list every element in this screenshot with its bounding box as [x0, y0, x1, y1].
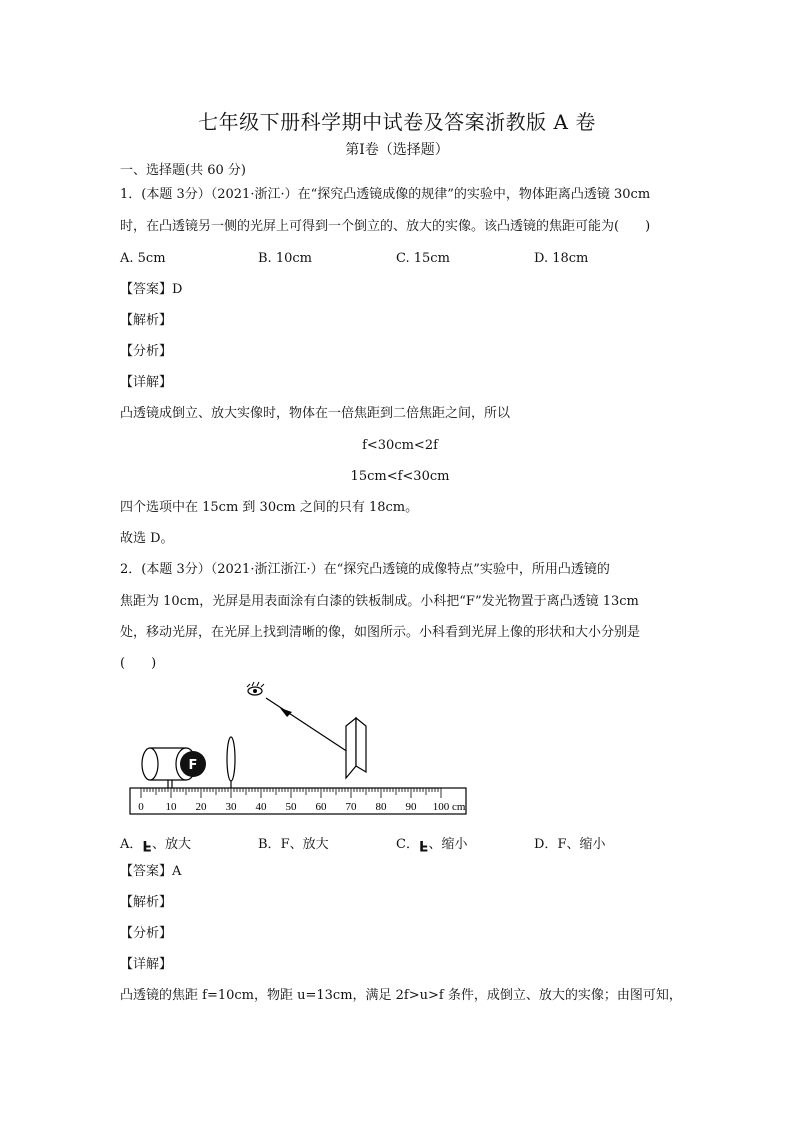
q2-option-b: B．F、放大	[258, 837, 329, 852]
q2-option-c: C．F、缩小	[396, 837, 468, 853]
q1-explain-line1: 凸透镜成倒立、放大实像时，物体在一倍焦距到二倍焦距之间，所以	[120, 406, 511, 421]
q2-option-d-glyph: F	[557, 837, 567, 852]
document-subtitle: 第Ⅰ卷（选择题）	[345, 142, 449, 158]
q2-stem-line3: 处，移动光屏，在光屏上找到清晰的像，如图所示。小科看到光屏上像的形状和大小分别是	[120, 625, 641, 640]
q2-jiexi-label: 【解析】	[120, 895, 173, 910]
q1-option-c: C. 15cm	[396, 251, 450, 266]
q1-explain-line2: 四个选项中在 15cm 到 30cm 之间的只有 18cm。	[120, 500, 419, 515]
q1-conclusion: 故选 D。	[120, 531, 174, 546]
q1-xiangjie-label: 【详解】	[120, 375, 173, 390]
light-ray-arrow	[266, 698, 348, 752]
q2-stem-line2: 焦距为 10cm，光屏是用表面涂有白漆的铁板制成。小科把“F”发光物置于离凸透镜 13cm	[120, 594, 639, 609]
q2-stem-line4: ( )	[120, 656, 157, 671]
ruler-label: 80	[375, 801, 387, 813]
ruler-label: 60	[315, 801, 327, 813]
q2-answer: 【答案】A	[120, 864, 182, 879]
ruler-label: 50	[285, 801, 297, 813]
q2-xiangjie-label: 【详解】	[120, 957, 173, 972]
ruler-label: 20	[195, 801, 207, 813]
ruler-label: 70	[345, 801, 357, 813]
q2-stem-line1: 2．(本题 3分）（2021·浙江浙江·）在“探究凸透镜的成像特点”实验中，所用凸透镜的	[120, 562, 610, 577]
optical-bench-figure	[120, 676, 480, 820]
q2-option-b-glyph: F	[280, 837, 290, 852]
q1-stem-line2: 时，在凸透镜另一侧的光屏上可得到一个倒立的、放大的实像。该凸透镜的焦距可能为( )	[120, 219, 651, 234]
convex-lens	[227, 737, 235, 788]
q2-option-a: A．F、放大	[120, 837, 191, 853]
ruler-label: 90	[405, 801, 417, 813]
q2-option-d: D．F、缩小	[534, 837, 606, 852]
q1-stem-line1: 1．(本题 3分）（2021·浙江·）在“探究凸透镜成像的规律”的实验中，物体距离凸透镜 30cm	[120, 187, 651, 202]
ruler-unit: cm	[452, 801, 466, 813]
q1-equation-2: 15cm<f<30cm	[350, 469, 450, 484]
q1-jiexi-label: 【解析】	[120, 313, 173, 328]
q2-option-c-glyph: F	[418, 837, 429, 853]
eye-icon	[247, 682, 264, 695]
q1-equation-1: f<30cm<2f	[362, 438, 438, 453]
q1-fenxi-label: 【分析】	[120, 344, 173, 359]
object-letter: F	[188, 758, 198, 773]
section-heading: 一、选择题(共 60 分)	[120, 163, 246, 178]
q2-explain-line1: 凸透镜的焦距 f=10cm，物距 u=13cm，满足 2f>u>f 条件，成倒立、放大的实像；由图可知，	[120, 988, 682, 1003]
light-screen	[346, 718, 366, 778]
q2-option-a-glyph: F	[142, 837, 152, 853]
ruler-label: 10	[165, 801, 177, 813]
q1-option-b: B. 10cm	[258, 251, 312, 266]
document-title: 七年级下册科学期中试卷及答案浙教版 A 卷	[198, 110, 596, 134]
ruler-label: 40	[255, 801, 267, 813]
q2-fenxi-label: 【分析】	[120, 926, 173, 941]
q1-option-d: D. 18cm	[534, 251, 589, 266]
light-source	[142, 748, 206, 792]
q1-answer: 【答案】D	[120, 282, 183, 297]
ruler-label: 100	[432, 801, 450, 813]
ruler	[130, 788, 466, 814]
q1-option-a: A. 5cm	[120, 251, 166, 266]
ruler-label: 30	[225, 801, 237, 813]
ruler-label: 0	[138, 801, 144, 813]
